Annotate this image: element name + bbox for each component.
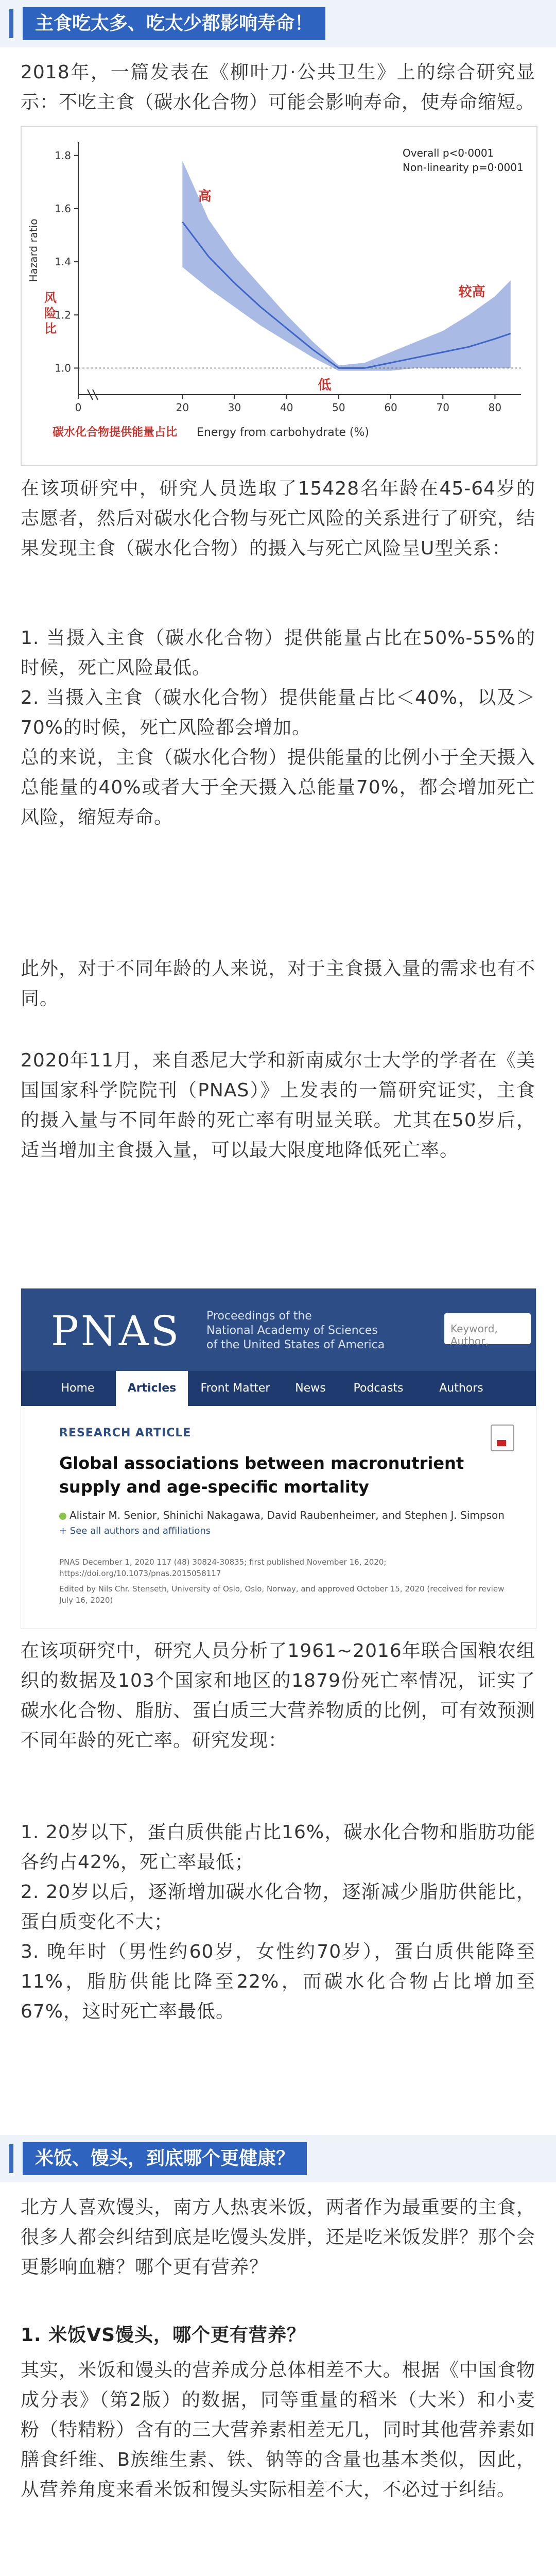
section-title-2: 米饭、馒头，到底哪个更健康？: [23, 2142, 307, 2175]
y-tick-label: 1.6: [55, 202, 71, 215]
section-bar: [9, 9, 13, 38]
pnas-header: [21, 1289, 536, 1371]
x-tick-label: 30: [228, 401, 241, 414]
author-list: [59, 1509, 505, 1521]
pnas-subtitle-line: of the United States of America: [206, 1338, 385, 1351]
nav-authors[interactable]: Authors: [439, 1382, 483, 1395]
pnas-subtitle-line: National Academy of Sciences: [206, 1324, 378, 1337]
pnas-finding-3: 3. 晚年时（男性约60岁，女性约70岁），蛋白质供能降至11%，脂肪供能比降至22%，而碳水化合物占比增加至67%，这时死亡率最低。: [21, 1941, 535, 2022]
pnas-intro-text: 2020年11月，来自悉尼大学和新南威尔士大学的学者在《美国国家科学院院刊（PNAS）》上发表的一篇研究证实，主食的摄入量与不同年龄的死亡率有明显关联。尤其在50岁后，适当增加主食摄入量，可以最大限度地降低死亡率。: [21, 1050, 535, 1161]
annotation-high: 高: [198, 189, 212, 205]
pnas-intro-paragraph: [21, 1046, 535, 1165]
hazard-ratio-chart: [21, 126, 537, 466]
chart-svg: [22, 127, 536, 465]
study-paragraph: [21, 474, 535, 564]
x-tick-label: 60: [384, 401, 397, 414]
y-tick-label: 1.0: [55, 362, 71, 375]
finding-2: 2. 当摄入主食（碳水化合物）提供能量占比＜40%，以及＞70%的时候，死亡风险都会增加。: [21, 687, 535, 738]
finding-summary: 总的来说，主食（碳水化合物）提供能量的比例小于全天摄入总能量的40%或者大于全天摄入总能量70%，都会增加死亡风险，缩短寿命。: [21, 747, 535, 828]
pnas-text: 在该项研究中，研究人员分析了1961~2016年联合国粮农组织的数据及103个国家和地区的1879份死亡率情况，证实了碳水化合物、脂肪、蛋白质三大营养物质的比例，可有效预测不同年龄的死亡率。研究发现：: [21, 1640, 535, 1751]
nutrition-paragraph: [21, 2355, 535, 2505]
nav-home[interactable]: Home: [61, 1382, 95, 1395]
sub-heading: 1. 米饭VS馒头，哪个更有营养？: [21, 2325, 306, 2346]
authors-text[interactable]: Alistair M. Senior, Shinichi Nakagawa, David Raubenheimer, and Stephen J. Simpson: [70, 1509, 505, 1521]
pnas-logo[interactable]: PNAS: [51, 1307, 181, 1355]
section2-paragraph: [21, 2193, 535, 2282]
stat-nonlinearity: Non-linearity p=0·0001: [403, 161, 524, 174]
pdf-icon[interactable]: [491, 1425, 514, 1451]
article-title[interactable]: Global associations between macronutrient supply and age-specific mortality: [59, 1453, 464, 1497]
section-header-2: [0, 2135, 556, 2182]
nav-podcasts[interactable]: Podcasts: [353, 1382, 404, 1395]
age-paragraph: [21, 954, 535, 1014]
finding-list: [21, 623, 535, 833]
y-tick-label: 1.4: [55, 256, 71, 268]
nutrition-text: 其实，米饭和馒头的营养成分总体相差不大。根据《中国食物成分表》（第2版）的数据，同等重量的稻米（大米）和小麦粉（特精粉）含有的三大营养素相差无几，同时其他营养素如膳食纤维、B族维生素、铁、钠等的含量也基本类似，因此，从营养角度来看米饭和馒头实际相差不大，不必过于纠结。: [21, 2360, 535, 2500]
annotation-low: 低: [318, 377, 332, 393]
pnas-finding-1: 1. 20岁以下，蛋白质供能占比16%，碳水化合物和脂肪功能各约占42%，死亡率最低；: [21, 1822, 535, 1873]
x-axis-label: Energy from carbohydrate (%): [197, 426, 369, 439]
nav-articles[interactable]: Articles: [116, 1371, 188, 1406]
age-text: 此外，对于不同年龄的人来说，对于主食摄入量的需求也有不同。: [21, 958, 535, 1009]
annotation-higher: 较高: [458, 284, 485, 300]
editor-info: Edited by Nils Chr. Stenseth, University of Oslo, Oslo, Norway, and approved October 15, 2020 (received for review July 16, 2020): [59, 1584, 505, 1605]
confidence-band: [182, 161, 510, 370]
x-tick-label: 80: [488, 401, 502, 414]
pnas-article-body: [21, 1406, 536, 1629]
y-axis-label: Hazard ratio: [27, 218, 40, 282]
section-title: 主食吃太多、吃太少都影响寿命！: [23, 7, 325, 40]
x-tick-label: 50: [332, 401, 345, 414]
pnas-finding-list: [21, 1818, 535, 2027]
y-axis-label-cn: 风险比: [44, 291, 57, 336]
y-tick-label: 1.8: [55, 149, 71, 162]
study-text: 在该项研究中，研究人员选取了15428名年龄在45-64岁的志愿者，然后对碳水化合物与死亡风险的关系进行了研究，结果发现主食（碳水化合物）的摄入与死亡风险呈U型关系：: [21, 478, 535, 559]
pnas-subtitle: [206, 1309, 385, 1352]
x-tick-label: 40: [280, 401, 293, 414]
x-tick-label: 0: [75, 401, 82, 414]
pnas-article-screenshot: [21, 1288, 536, 1629]
search-input[interactable]: [444, 1313, 531, 1347]
y-tick-label: 1.2: [55, 309, 71, 321]
intro-text: 2018年，一篇发表在《柳叶刀·公共卫生》上的综合研究显示：不吃主食（碳水化合物）可能会影响寿命，使寿命缩短。: [21, 62, 535, 113]
intro-paragraph: [21, 58, 535, 117]
stat-overall: Overall p<0·0001: [403, 147, 494, 159]
x-axis-label-cn: 碳水化合物提供能量占比: [53, 426, 178, 439]
pnas-nav: [21, 1371, 536, 1406]
finding-1: 1. 当摄入主食（碳水化合物）提供能量占比在50%-55%的时候，死亡风险最低。: [21, 628, 535, 679]
x-tick-label: 20: [176, 401, 189, 414]
orcid-icon: [59, 1513, 66, 1520]
publication-info: PNAS December 1, 2020 117 (48) 30824-30835; first published November 16, 2020; https://doi.org/10.1073/pnas.2015058117: [59, 1557, 387, 1578]
pnas-subtitle-line: Proceedings of the: [206, 1310, 312, 1323]
article-type-label: RESEARCH ARTICLE: [59, 1427, 192, 1439]
section-header: [0, 0, 556, 47]
affiliations-link[interactable]: + See all authors and affiliations: [59, 1526, 211, 1536]
pnas-paragraph: [21, 1636, 535, 1756]
section-bar: [9, 2144, 13, 2173]
pnas-finding-2: 2. 20岁以后，逐渐增加碳水化合物，逐渐减少脂肪供能比，蛋白质变化不大；: [21, 1882, 535, 1933]
x-tick-label: 70: [436, 401, 449, 414]
search-placeholder: Keyword, Author,: [450, 1323, 498, 1347]
nav-front-matter[interactable]: Front Matter: [200, 1382, 270, 1395]
section2-text: 北方人喜欢馒头，南方人热衷米饭，两者作为最重要的主食，很多人都会纠结到底是吃馒头发胖，还是吃米饭发胖？那个会更影响血糖？哪个更有营养？: [21, 2197, 535, 2278]
nav-news[interactable]: News: [295, 1382, 326, 1395]
